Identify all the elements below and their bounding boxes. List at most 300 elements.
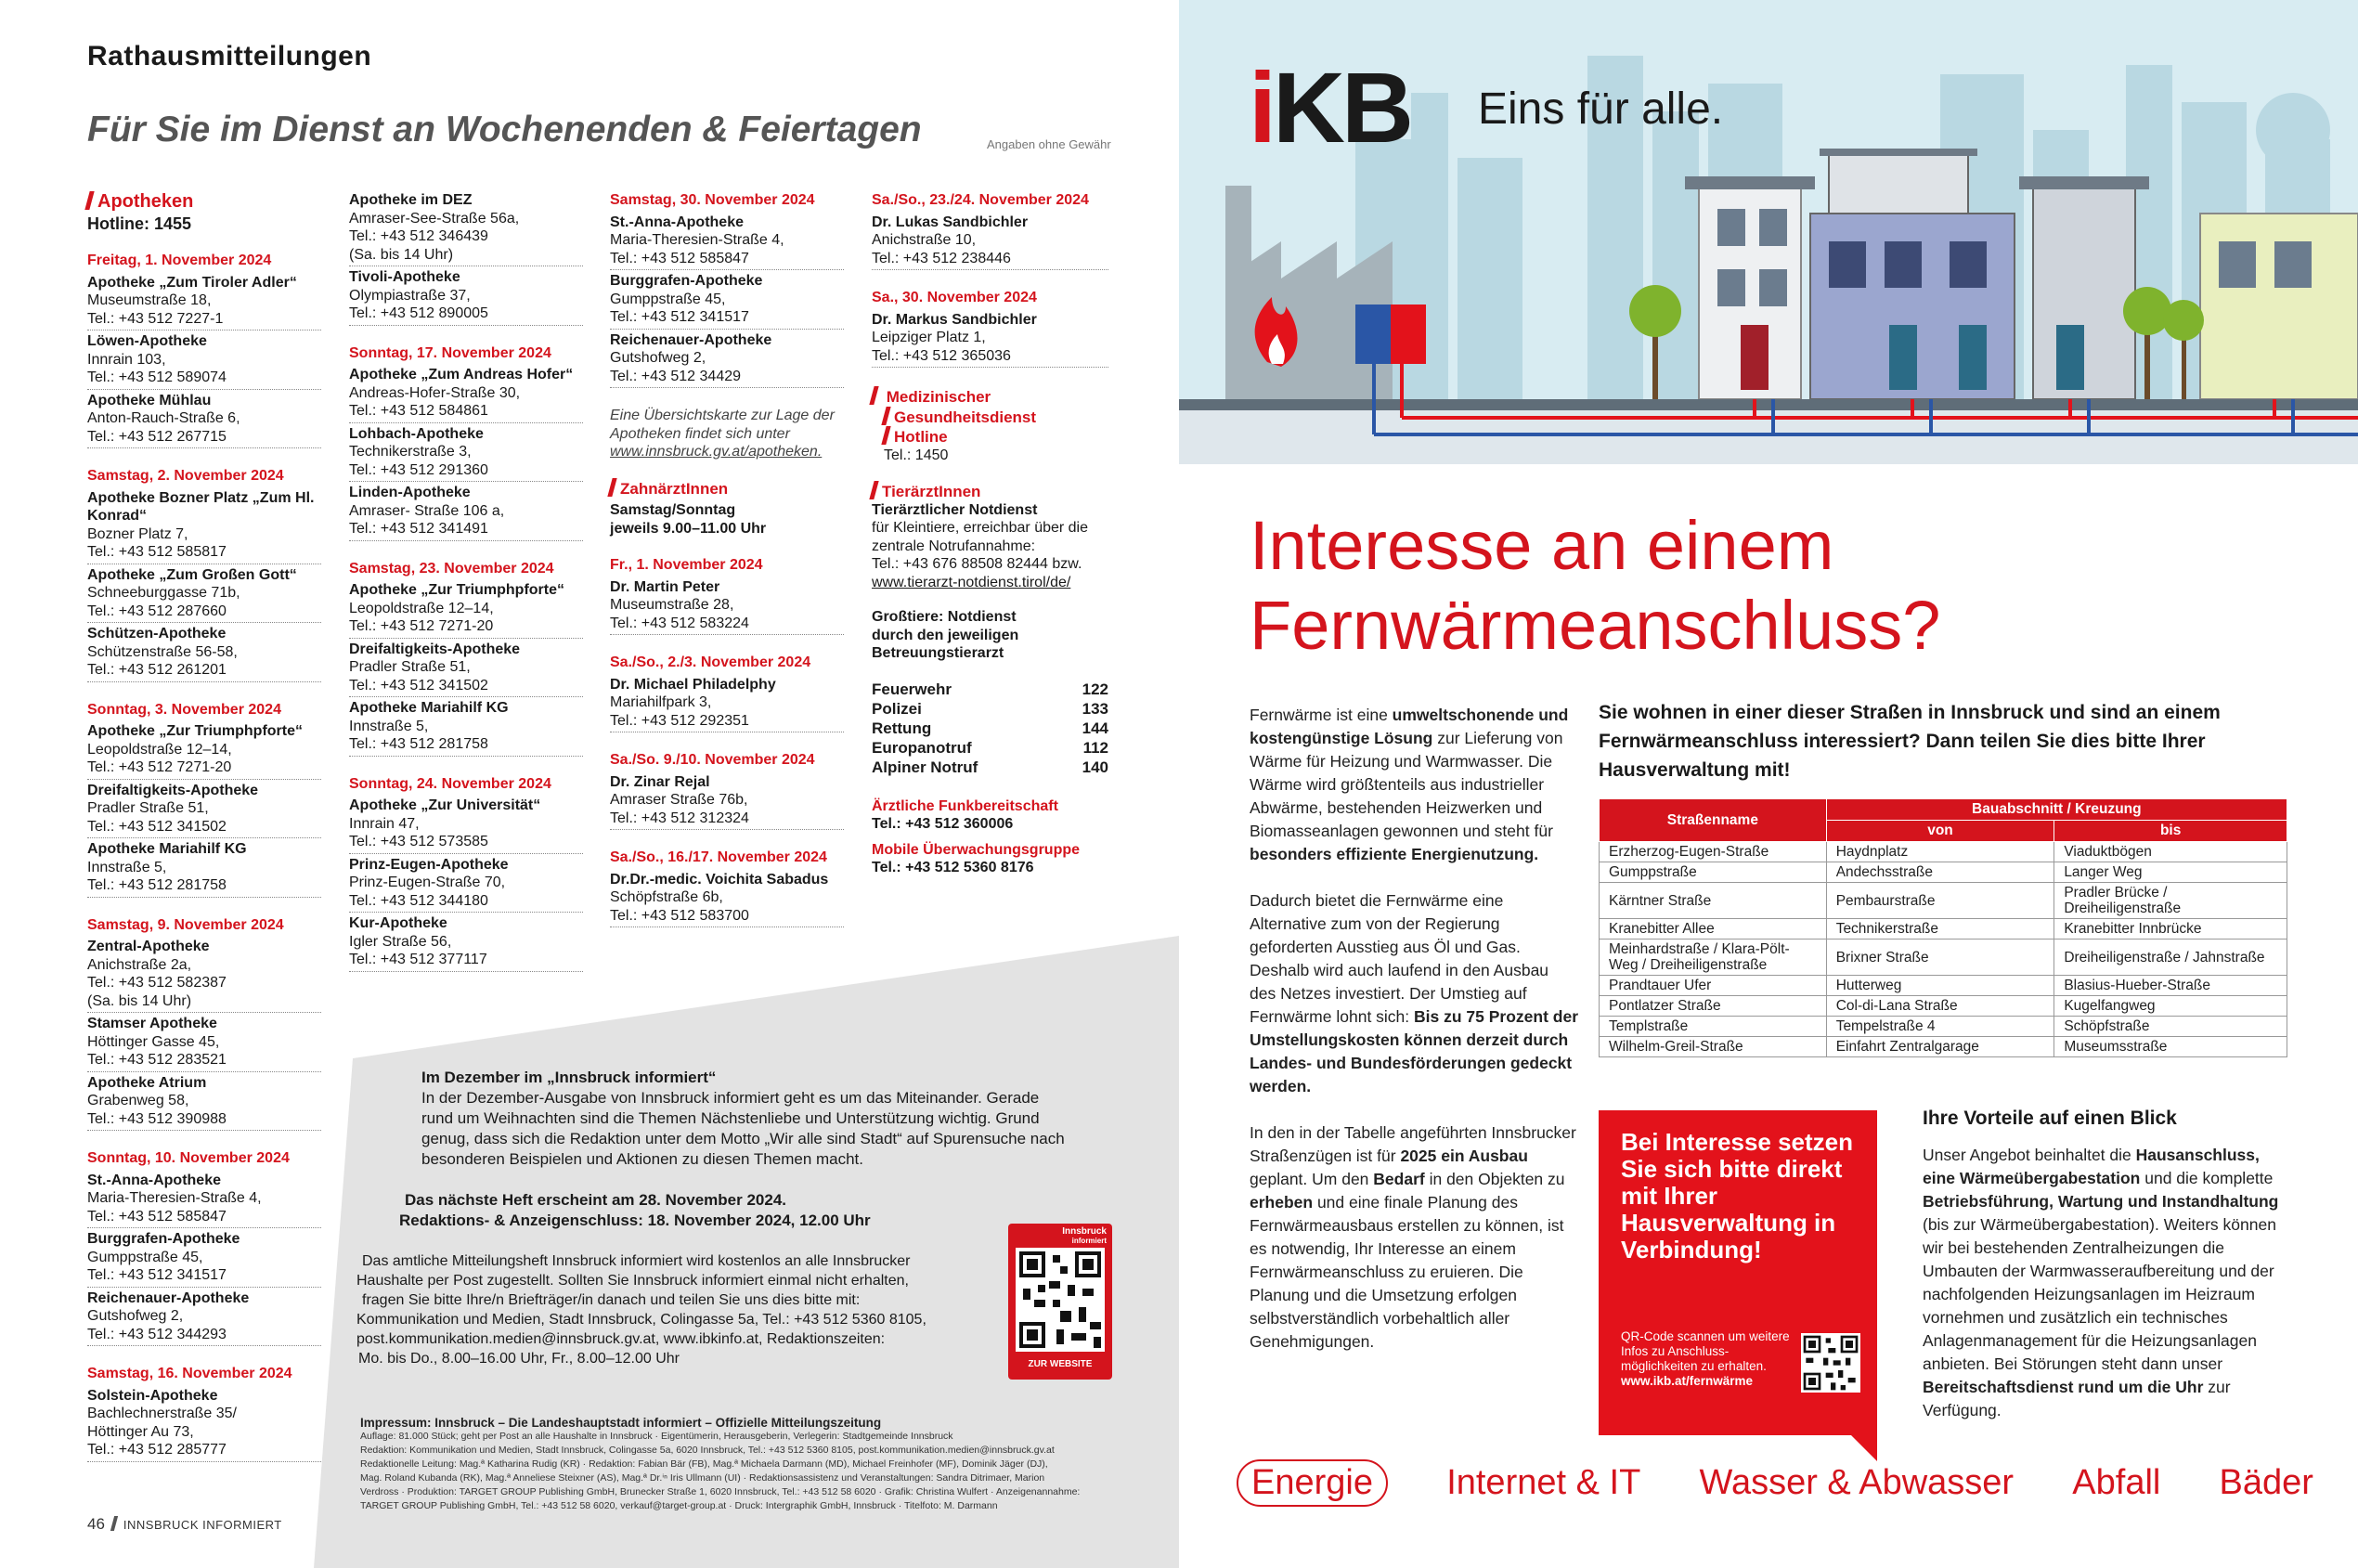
ikb-services-nav (1237, 1459, 2313, 1507)
website-button[interactable]: ZUR WEBSITE (1028, 1359, 1093, 1369)
entry-line: Tel.: +43 512 377117 (349, 952, 487, 967)
cell-street: Kärntner Straße (1600, 883, 1827, 919)
table-question: Sie wohnen in einer dieser Straßen in Innsbruck und sind an einem Fernwärmeanschluss interessiert? Dann teilen Sie dies bitte Ihrer Hausverwaltung mit! (1599, 702, 2221, 781)
info-title: Im Dezember im „Innsbruck informiert“ (421, 1069, 717, 1086)
list-item (87, 566, 321, 624)
dist-line: Kommunikation und Medien, Stadt Innsbruck, Colingasse 5a, Tel.: +43 512 5360 8105, (356, 1312, 926, 1328)
info-line: In der Dezember-Ausgabe von Innsbruck informiert geht es um das Miteinander. Gerade (421, 1089, 1040, 1107)
slogan: Eins für alle. (1478, 84, 1724, 134)
entry-line: Tel.: +43 512 267715 (87, 428, 227, 445)
entry-name: Burggrafen-Apotheke (87, 1231, 240, 1247)
page-footer (87, 1515, 282, 1534)
entry-line: Leipziger Platz 1, (872, 330, 986, 345)
gross-line-3: Betreuungstierarzt (872, 645, 1004, 661)
entry-name: Linden-Apotheke (349, 485, 471, 500)
number-row (872, 699, 1108, 719)
day-block (610, 849, 844, 927)
qr-label-1: Innsbruck (1062, 1226, 1107, 1237)
entry-line: Tel.: +43 512 341517 (610, 309, 749, 325)
list-item (87, 840, 321, 898)
entry-line: Pradler Straße 51, (349, 659, 471, 675)
column-apotheken-zahn (610, 191, 844, 946)
info-line: besonderen Beispielen und Aktionen zu diesen Themen macht. (421, 1150, 864, 1168)
zahn-hours-2: jeweils 9.00–11.00 Uhr (610, 520, 767, 537)
day-block (610, 751, 844, 830)
nav-baeder[interactable]: Bäder (2219, 1463, 2313, 1502)
entry-name: Tivoli-Apotheke (349, 269, 460, 285)
entry-line: Tel.: +43 512 281758 (87, 877, 227, 893)
cell-street: Meinhardstraße / Klara-Pölt-Weg / Dreiheiligenstraße (1600, 940, 1827, 976)
cell-to: Museumsstraße (2054, 1037, 2287, 1057)
day-date: Sa./So., 16./17. November 2024 (610, 849, 827, 865)
cell-to: Langer Weg (2054, 862, 2287, 883)
list-item (872, 311, 1108, 369)
zahn-hours-1: Samstag/Sonntag (610, 502, 736, 518)
apotheken-hotline: Hotline: 1455 (87, 214, 192, 233)
table-row (1600, 842, 2287, 862)
entry-line: Tel.: +43 512 582387 (87, 975, 227, 991)
entry-line: Tel.: +43 512 312324 (610, 810, 749, 826)
day-date: Samstag, 9. November 2024 (87, 916, 284, 933)
day-date: Sa./So., 23./24. November 2024 (872, 192, 1089, 208)
column-zahn-notdienste (872, 191, 1108, 877)
day-block (87, 1365, 321, 1462)
entry-line: Igler Straße 56, (349, 933, 452, 950)
med-label-3: Hotline (872, 426, 1108, 447)
th-from: von (1826, 821, 2054, 842)
day-date: Fr., 1. November 2024 (610, 557, 763, 573)
entry-line: Anton-Rauch-Straße 6, (87, 410, 240, 426)
day-date: Sa./So., 2./3. November 2024 (610, 654, 811, 670)
entry-line: Tel.: +43 512 344293 (87, 1326, 227, 1342)
list-item (87, 938, 321, 1013)
number-value: 133 (1082, 699, 1108, 718)
table-row (1600, 996, 2287, 1017)
list-item (87, 332, 321, 390)
list-item (349, 191, 583, 266)
tier-line-3: Tel.: +43 676 88508 82444 bzw. (872, 556, 1082, 572)
entry-line: Tel.: +43 512 341502 (87, 818, 227, 835)
entry-name: Apotheke „Zur Universität“ (349, 797, 541, 813)
day-block (610, 654, 844, 732)
entry-line: Tel.: +43 512 585847 (87, 1208, 227, 1225)
list-item (349, 797, 583, 854)
cell-street: Templstraße (1600, 1017, 1827, 1037)
entry-name: Dr. Zinar Rejal (610, 773, 710, 790)
med-label-2: Gesundheitsdienst (872, 407, 1108, 427)
entry-line: Tel.: +43 512 292351 (610, 712, 749, 729)
entry-line: Schützenstraße 56-58, (87, 643, 238, 660)
entry-line: Olympiastraße 37, (349, 287, 471, 304)
table-row (1600, 919, 2287, 940)
logo-i: i (1249, 51, 1274, 163)
day-date: Samstag, 16. November 2024 (87, 1366, 292, 1381)
entry-line: Höttinger Au 73, (87, 1423, 194, 1440)
dist-line: fragen Sie bitte Ihre/n Briefträger/in danach und teilen Sie uns dies bitte mit: (362, 1292, 861, 1308)
entry-line: Tel.: +43 512 341517 (87, 1267, 227, 1283)
entry-line: Tel.: +43 512 285777 (87, 1442, 227, 1458)
table-row (1600, 1037, 2287, 1057)
day-block (349, 775, 583, 972)
disclaimer: Angaben ohne Gewähr (987, 137, 1111, 151)
imprint-title: Impressum: Innsbruck – Die Landeshauptstadt informiert – Offizielle Mitteilungszeitung (360, 1416, 882, 1430)
info-distribution (353, 1251, 1095, 1368)
map-link[interactable]: www.innsbruck.gv.at/apotheken. (610, 444, 823, 460)
entry-name: Dr. Lukas Sandbichler (872, 214, 1029, 230)
table-row (1600, 862, 2287, 883)
list-item (610, 871, 844, 928)
day-block (87, 467, 321, 682)
entry-line: Innrain 103, (87, 351, 166, 368)
list-item (349, 856, 583, 914)
list-item (349, 641, 583, 698)
tier-title: Tierärztlicher Notdienst (872, 501, 1038, 518)
qr-label-2: informiert (1071, 1237, 1107, 1245)
cell-from: Col-di-Lana Straße (1826, 996, 2054, 1017)
nav-abfall[interactable]: Abfall (2072, 1463, 2161, 1502)
day-date: Sa., 30. November 2024 (872, 290, 1037, 305)
number-row (872, 758, 1108, 777)
entry-line: Mariahilfpark 3, (610, 694, 712, 710)
entry-name: Dr.Dr.-medic. Voichita Sabadus (610, 871, 829, 888)
number-label: Feuerwehr (872, 680, 952, 698)
entry-name: Schützen-Apotheke (87, 626, 227, 641)
entry-name: Apotheke „Zur Triumphpforte“ (87, 723, 303, 739)
dist-line: Das amtliche Mitteilungsheft Innsbruck informiert wird kostenlos an alle Innsbrucker (362, 1253, 911, 1269)
list-item (349, 425, 583, 483)
day-block (87, 1149, 321, 1346)
number-label: Europanotruf (872, 738, 972, 757)
th-street: Straßenname (1600, 799, 1827, 842)
entry-line: Bachlechnerstraße 35/ (87, 1406, 237, 1421)
entry-name: Apotheke Mariahilf KG (87, 841, 247, 857)
entry-line: Bozner Platz 7, (87, 525, 188, 542)
imprint-line: Auflage: 81.000 Stück; geht per Post an alle Haushalte in Innsbruck · Eigentümerin, Herausgeberin, Verlegerin: Stadtgemeinde Innsbruck (360, 1431, 953, 1442)
day-block (87, 701, 321, 898)
redbox-small-text: QR-Code scannen um weitere Infos zu Anschluss-möglichkeiten zu erhalten. (1621, 1329, 1790, 1373)
list-item (610, 331, 844, 389)
funk-tel: Tel.: +43 512 360006 (872, 816, 1014, 832)
info-text (421, 1088, 1095, 1170)
list-item (610, 214, 844, 271)
list-item (87, 392, 321, 449)
day-date: Samstag, 2. November 2024 (87, 468, 284, 484)
entry-line: Tel.: +43 512 583224 (610, 615, 749, 631)
list-item (349, 484, 583, 541)
table-row (1600, 940, 2287, 976)
day-block (87, 916, 321, 1132)
entry-line: Andreas-Hofer-Straße 30, (349, 384, 521, 401)
redbox-tail (1851, 1435, 1877, 1461)
list-item (87, 1387, 321, 1462)
entry-name: Dreifaltigkeits-Apotheke (349, 641, 521, 657)
redbox-small (1621, 1329, 1797, 1389)
ad-headline (1250, 506, 1940, 666)
entry-line: Amraser-See-Straße 56a, (349, 210, 520, 227)
number-label: Alpiner Notruf (872, 758, 978, 776)
entry-name: Apotheke „Zum Andreas Hofer“ (349, 367, 574, 382)
imprint (360, 1416, 1121, 1513)
entry-line: Tel.: +43 512 34429 (610, 368, 742, 384)
day-date: Sa./So. 9./10. November 2024 (610, 752, 815, 768)
day-date: Sonntag, 3. November 2024 (87, 701, 281, 718)
entry-line: Innrain 47, (349, 815, 420, 832)
entry-line: Tel.: +43 512 7271-20 (349, 618, 494, 634)
entry-line: Gumppstraße 45, (87, 1249, 203, 1265)
imprint-line: Mag. Roland Kubanda (RK), Mag.ª Anneliese Steixner (AS), Mag.ª Dr.ⁱⁿ Iris Ullmann (UI) · Redaktionsassistenz und Veranstaltungen: Sandra Ditrimaer, Marion (360, 1472, 1045, 1484)
entry-line: Museumstraße 18, (87, 292, 212, 308)
number-row (872, 738, 1108, 758)
entry-line: Innstraße 5, (87, 859, 167, 875)
qr-code-icon (1801, 1333, 1860, 1393)
entry-name: Dr. Markus Sandbichler (872, 311, 1037, 328)
entry-line: Maria-Theresien-Straße 4, (87, 1190, 262, 1206)
list-item (87, 722, 321, 780)
list-item (87, 489, 321, 564)
day-block (349, 344, 583, 541)
headline-line1: Interesse an einem (1250, 507, 1834, 584)
table-row (1600, 883, 2287, 919)
day-block (349, 191, 583, 326)
map-note-line2: Apotheken findet sich unter (610, 425, 790, 442)
cell-from: Technikerstraße (1826, 919, 2054, 940)
info-next-issue: Das nächste Heft erscheint am 28. November 2024. (405, 1191, 787, 1209)
entry-name: Burggrafen-Apotheke (610, 273, 763, 289)
website-qr-card[interactable] (1008, 1224, 1112, 1380)
list-item (87, 782, 321, 839)
cell-to: Kranebitter Innbrücke (2054, 919, 2287, 940)
entry-line: Tel.: +43 512 585847 (610, 250, 749, 266)
column-apotheken-2 (349, 191, 583, 991)
list-item (349, 366, 583, 423)
category-apotheken: Apotheken (87, 191, 321, 212)
entry-line: Tel.: +43 512 583700 (610, 907, 749, 924)
entry-line: Tel.: +43 512 287660 (87, 603, 227, 619)
cell-to: Blasius-Hueber-Straße (2054, 976, 2287, 996)
table-row (1600, 1017, 2287, 1037)
entry-name: Apotheke Mühlau (87, 392, 212, 408)
entry-name: Apotheke im DEZ (349, 192, 473, 208)
mobil-label: Mobile Überwachungsgruppe (872, 841, 1081, 858)
entry-line: Technikerstraße 3, (349, 444, 472, 460)
entry-name: Kur-Apotheke (349, 915, 447, 931)
mobil-tel: Tel.: +43 512 5360 8176 (872, 860, 1034, 875)
nav-energie[interactable]: Energie (1237, 1459, 1388, 1507)
info-deadline: Redaktions- & Anzeigenschluss: 18. November 2024, 12.00 Uhr (399, 1212, 871, 1229)
entry-line: Gutshofweg 2, (87, 1308, 184, 1324)
entry-name: Dr. Michael Philadelphy (610, 676, 776, 693)
entry-name: Zentral-Apotheke (87, 939, 210, 954)
entry-line: (Sa. bis 14 Uhr) (87, 992, 192, 1009)
cell-to: Viaduktbögen (2054, 842, 2287, 862)
number-label: Rettung (872, 719, 932, 737)
vorteile-heading: Ihre Vorteile auf einen Blick (1923, 1108, 2177, 1129)
entry-line: Tel.: +43 512 585817 (87, 544, 227, 560)
redbox-heading: Bei Interesse setzen Sie sich bitte direkt mit Ihrer Hausverwaltung in Verbindung! (1621, 1128, 1854, 1263)
entry-line: (Sa. bis 14 Uhr) (349, 246, 454, 263)
entry-line: Schöpfstraße 6b, (610, 889, 723, 905)
entry-line: Gutshofweg 2, (610, 350, 706, 366)
cell-from: Einfahrt Zentralgarage (1826, 1037, 2054, 1057)
list-item (349, 581, 583, 639)
entry-line: Tel.: +43 512 584861 (349, 403, 488, 419)
entry-line: Schneeburggasse 71b, (87, 585, 240, 601)
day-date: Freitag, 1. November 2024 (87, 253, 272, 268)
entry-name: Apotheke Mariahilf KG (349, 700, 509, 716)
entry-line: Tel.: +43 512 261201 (87, 662, 227, 678)
number-value: 122 (1082, 680, 1108, 698)
list-item (87, 1015, 321, 1072)
day-block (610, 191, 844, 388)
logo-kb: KB (1273, 51, 1411, 163)
entry-line: Tel.: +43 512 238446 (872, 250, 1011, 266)
cell-from: Tempelstraße 4 (1826, 1017, 2054, 1037)
entry-line: Tel.: +43 512 281758 (349, 736, 488, 752)
day-block (872, 191, 1108, 270)
list-item (349, 699, 583, 757)
number-value: 140 (1082, 758, 1108, 776)
entry-name: Apotheke „Zum Großen Gott“ (87, 566, 297, 583)
info-line: genug, dass sich die Redaktion unter dem Motto „Wir alle sind Stadt“ auf Spurensuche nach (421, 1130, 1065, 1147)
publication-name: INNSBRUCK INFORMIERT (123, 1518, 282, 1532)
entry-line: Tel.: +43 512 291360 (349, 461, 488, 478)
entry-name: Prinz-Eugen-Apotheke (349, 856, 509, 873)
entry-name: Stamser Apotheke (87, 1016, 217, 1031)
entry-name: Lohbach-Apotheke (349, 425, 484, 442)
footer-separator (110, 1516, 118, 1531)
category-zahnaerzte: ZahnärztInnen (610, 478, 844, 499)
entry-line: Innstraße 5, (349, 718, 429, 734)
entry-line: Gumppstraße 45, (610, 291, 726, 307)
entry-line: Museumstraße 28, (610, 597, 734, 613)
list-item (87, 1230, 321, 1288)
cell-street: Kranebitter Allee (1600, 919, 1827, 940)
map-note-line1: Eine Übersichtskarte zur Lage der (610, 408, 835, 423)
th-to: bis (2054, 821, 2287, 842)
day-date: Sonntag, 24. November 2024 (349, 775, 551, 792)
nav-wasser[interactable]: Wasser & Abwasser (1699, 1463, 2015, 1502)
redbox-link[interactable]: www.ikb.at/fernwärme (1621, 1374, 1754, 1388)
entry-line: Anichstraße 2a, (87, 956, 192, 973)
ad-body-text: Fernwärme ist eine umweltschonende und kostengünstige Lösung zur Lieferung von Wärme für Heizung und Warmwasser. Die Wärme wird größtenteils aus industrieller Abwärme, bestehenden Heizwerken und Biomasseanlagen gewonnen und steht für besonders effiziente Energienutzung. Dadurch bietet die Fernwärme eine Alternative zum von der Regierung geforderten Ausstieg aus Öl und Gas. Deshalb wird auch laufend in den Ausbau des Netzes investiert. Der Umstieg auf Fernwärme lohnt sich: Bis zu 75 Prozent der Umstellungskosten können derzeit durch Landes- und Bundesförderungen gedeckt werden. In den in der Tabelle angeführten Innsbrucker Straßenzügen ist für 2025 ein Ausbau geplant. Um den Bedarf in den Objekten zu erheben und eine finale Planung des Fernwärmeausbaus erstellen zu können, ist es notwendig, Ihr Interesse an einem Fernwärmeanschluss zu eruieren. Die Planung und die Umsetzung erfolgen selbstverständlich vorbehaltlich aller Genehmigungen. (1250, 706, 1579, 1351)
cell-street: Prandtauer Ufer (1600, 976, 1827, 996)
cell-from: Pembaurstraße (1826, 883, 2054, 919)
contact-red-box (1599, 1110, 1877, 1435)
list-item (87, 1074, 321, 1132)
list-item (610, 578, 844, 636)
day-block (349, 560, 583, 757)
page-heading: Für Sie im Dienst an Wochenenden & Feiertagen (87, 110, 922, 149)
category-tieraerzte: TierärztInnen (872, 481, 1108, 501)
table-row (1600, 976, 2287, 996)
cell-to: Dreiheiligenstraße / Jahnstraße (2054, 940, 2287, 976)
entry-line: Prinz-Eugen-Straße 70, (349, 875, 506, 890)
section-title: Rathausmitteilungen (87, 41, 372, 71)
entry-line: Tel.: +43 512 283521 (87, 1052, 227, 1068)
list-item (349, 914, 583, 972)
entry-name: St.-Anna-Apotheke (610, 214, 744, 230)
right-page-ikb-ad (1179, 0, 2358, 1568)
list-item (87, 1289, 321, 1347)
number-row (872, 680, 1108, 699)
entry-line: Grabenweg 58, (87, 1093, 189, 1108)
list-item (610, 272, 844, 330)
day-block (610, 556, 844, 635)
tier-line-1: für Kleintiere, erreichbar über die (872, 520, 1089, 536)
dist-line: Mo. bis Do., 8.00–16.00 Uhr, Fr., 8.00–12.00 Uhr (358, 1351, 680, 1367)
entry-line: Leopoldstraße 12–14, (87, 741, 232, 758)
entry-line: Leopoldstraße 12–14, (349, 600, 494, 616)
entry-line: Maria-Theresien-Straße 4, (610, 232, 784, 248)
day-date: Sonntag, 17. November 2024 (349, 344, 551, 361)
day-block (87, 252, 321, 448)
entry-line: Tel.: +43 512 890005 (349, 305, 488, 321)
emergency-numbers (872, 680, 1108, 777)
funk-label: Ärztliche Funkbereitschaft (872, 797, 1058, 814)
entry-line: Pradler Straße 51, (87, 800, 209, 816)
vorteile-text: Unser Angebot beinhaltet die Hausanschluss, eine Wärmeübergabestation und die komplette Betriebsführung, Wartung und Instandhaltung (bis zur Wärmeübergabestation). Weiters können wir bei bestehenden Zentralheizungen die Umbauten der Warmwasseraufbereitung und der nachfolgenden Heizungsanlagen im Heizraum vornehmen und zusätzlich ein technisches Anlagenmanagement für die Heizungsanlagen anbieten. Bei Störungen steht dann unser Bereitschaftsdienst rund um die Uhr zur Verfügung. (1923, 1146, 2279, 1419)
entry-name: St.-Anna-Apotheke (87, 1172, 221, 1188)
cell-street: Wilhelm-Greil-Straße (1600, 1037, 1827, 1057)
entry-name: Apotheke „Zum Tiroler Adler“ (87, 274, 297, 291)
list-item (87, 1172, 321, 1229)
entry-line: Tel.: +43 512 365036 (872, 347, 1011, 364)
entry-name: Reichenauer-Apotheke (87, 1289, 250, 1306)
day-date: Sonntag, 10. November 2024 (87, 1150, 290, 1166)
list-item (87, 274, 321, 331)
nav-internet[interactable]: Internet & IT (1446, 1463, 1641, 1502)
entry-line: Tel.: +43 512 573585 (349, 834, 488, 849)
number-value: 112 (1082, 738, 1108, 757)
cell-to: Pradler Brücke / Dreiheiligenstraße (2054, 883, 2287, 919)
imprint-line: Redaktionelle Leitung: Mag.ª Katharina Rudig (KR) · Redaktion: Fabian Bär (FB), Mag.ª Michaela Darmann (MD), Michael Freinhofer (MF), Dominik Jäger (DJ), (360, 1458, 1048, 1470)
th-section: Bauabschnitt / Kreuzung (1826, 799, 2287, 821)
cell-from: Brixner Straße (1826, 940, 2054, 976)
cell-street: Gumppstraße (1600, 862, 1827, 883)
med-tel: Tel.: 1450 (884, 447, 949, 463)
entry-name: Löwen-Apotheke (87, 333, 207, 349)
entry-line: Tel.: +43 512 390988 (87, 1110, 227, 1127)
entry-name: Apotheke Atrium (87, 1074, 207, 1091)
entry-line: Tel.: +43 512 346439 (349, 228, 488, 244)
dist-line: post.kommunikation.medien@innsbruck.gv.at, www.ibkinfo.at, Redaktionszeiten: (356, 1331, 886, 1347)
day-date: Samstag, 30. November 2024 (610, 192, 815, 208)
street-table (1599, 798, 2287, 1057)
entry-line: Tel.: +43 512 341491 (349, 521, 488, 537)
entry-line: Tel.: +43 512 344180 (349, 892, 488, 909)
entry-line: Amraser- Straße 106 a, (349, 502, 505, 519)
cell-from: Haydnplatz (1826, 842, 2054, 862)
entry-name: Dr. Martin Peter (610, 578, 720, 595)
cell-to: Schöpfstraße (2054, 1017, 2287, 1037)
entry-name: Dreifaltigkeits-Apotheke (87, 782, 259, 798)
tier-line-2: zentrale Notrufannahme: (872, 538, 1036, 554)
entry-line: Amraser Straße 76b, (610, 792, 748, 808)
entry-name: Reichenauer-Apotheke (610, 331, 772, 348)
ikb-logo (1249, 51, 1411, 163)
list-item (610, 773, 844, 831)
tier-link[interactable]: www.tierarzt-notdienst.tirol/de/ (872, 574, 1071, 590)
entry-line: Tel.: +43 512 7227-1 (87, 310, 224, 327)
imprint-line: TARGET GROUP Publishing GmbH, Tel.: +43 512 58 6020, verkauf@target-group.at · Druck: Intergraphik GmbH, Innsbruck · Titelfoto: M. Darmann (360, 1500, 998, 1511)
list-item (872, 214, 1108, 271)
category-med-gesundheitsdienst: Medizinischer (872, 386, 1108, 407)
info-line: rund um Weihnachten sind die Themen Nächstenliebe und Unterstützung wichtig. Grund (421, 1109, 1040, 1127)
number-row (872, 719, 1108, 738)
qr-code-icon (1016, 1248, 1105, 1352)
list-item (349, 268, 583, 326)
cell-street: Pontlatzer Straße (1600, 996, 1827, 1017)
